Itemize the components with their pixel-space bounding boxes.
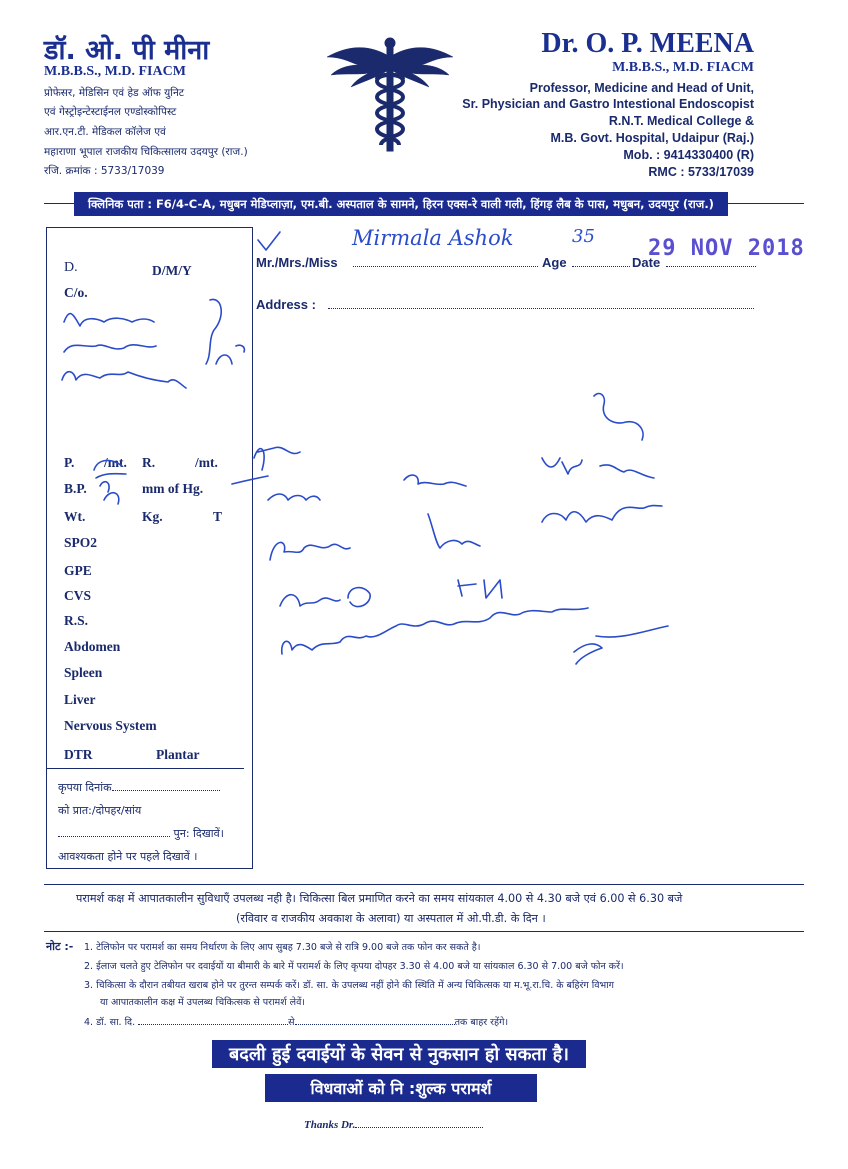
dotted-fill-line [138,1014,288,1025]
followup-early-label: आवश्यकता होने पर पहले दिखावें । [58,850,198,863]
patient-name-label: Mr./Mrs./Miss [256,255,338,270]
designation-line-hi: आर.एन.टी. मेडिकल कॉलेज एवं [44,126,166,138]
revisit-label: पुन: दिखावें। [173,827,224,840]
respiration-label: R. [142,455,156,470]
doctor-name-english: Dr. O. P. MEENA [541,28,754,59]
note-item: 1. टेलिफोन पर परामर्श का समय निर्धारण के लिए आप सुबह 7.30 बजे से रात्रि 9.00 बजे तक फोन कर सकते है। [84,942,481,953]
per-minute-label: /mt. [195,455,218,470]
kg-label: Kg. [142,509,163,524]
note-item: 3. चिकित्सा के दौरान तबीयत खराब होने पर तुरन्त सम्पर्क करें। डॉ. सा. के उपलब्ध नहीं होने की स्थिति में अन्य चिकित्सक या म.भू.रा.चि. के बहिरंग विभाग [84,980,614,991]
d-label: D. [64,260,78,275]
note-item: या आपातकालीन कक्ष में उपलब्ध चिकित्सक से परामर्श लेवें। [100,997,306,1008]
note-item-away [84,1014,508,1028]
note-label: नोट :- [46,940,74,953]
notice-line: परामर्श कक्ष में आपातकालीन सुविधाएँ उपलब्ध नही है। चिकित्सा बिल प्रमाणित करने का समय सांयकाल 4.00 से 4.30 बजे एवं 6.00 से 6.30 बजे [76,892,683,905]
divider [44,931,804,932]
date-stamp: 29 NOV 2018 [648,236,805,261]
doctor-degree-left: M.B.B.S., M.D. FIACM [44,64,186,79]
designation-line-en: Professor, Medicine and Head of Unit, [529,81,754,95]
exam-item: CVS [64,588,92,603]
dtr-label: DTR [64,747,93,762]
bp-unit-label: mm of Hg. [142,481,204,496]
followup-time-label: को प्रात:/दोपहर/सांय [58,804,142,817]
designation-line-hi: प्रोफेसर, मेडिसिन एवं हेड ऑफ युनिट [44,87,185,99]
notice-line: (रविवार व राजकीय अवकाश के अलावा) या अस्पताल में ओ.पी.डी. के दिन । [236,912,546,925]
note-away-mid: से [288,1017,295,1028]
mobile-number: Mob. : 9414330400 (R) [623,148,754,162]
temperature-label: T [213,509,223,524]
designation-line-en: R.N.T. Medical College & [608,114,754,128]
designation-line-hi: महाराणा भूपाल राजकीय चिकित्सालय उदयपुर (राज.) [44,146,248,158]
rmc-number: RMC : 5733/17039 [648,165,754,179]
dotted-fill-line [295,1014,455,1025]
exam-item: SPO2 [64,535,98,550]
age-label: Age [542,255,567,270]
exam-item: Abdomen [64,639,121,654]
note-item: 2. ईलाज चलते हुए टेलिफोन पर दवाईयों या बीमारी के बारे में परामर्श के लिए कृपया दोपहर 3.30 से 4.00 बजे या सांयकाल 6.30 से 7.00 बजे फोन करें। [84,961,624,972]
clinic-address-bar: क्लिनिक पता : F6/4-C-A, मधुबन मेडिप्लाज़ा, एम.बी. अस्पताल के सामने, हिरन एक्स-रे वाली गली, हिंगड़ लैब के पास, मधुबन, उदयपुर (राज.) [74,192,728,216]
designation-line-en: Sr. Physician and Gastro Intestional Endoscopist [462,97,754,111]
exam-item: Nervous System [64,718,157,733]
age-handwritten: 35 [572,226,595,247]
doctor-name-hindi: डॉ. ओ. पी मीना [44,35,210,66]
registration-number-hi: रजि. क्रमांक : 5733/17039 [44,165,165,177]
plantar-label: Plantar [156,747,200,762]
doctor-degree-right: M.B.B.S., M.D. FIACM [612,60,754,75]
weight-label: Wt. [64,509,86,524]
designation-line-hi: एवं गेस्ट्रोइन्टेस्टाईनल एण्डोस्कोपिस्ट [44,106,177,118]
followup-date-label: कृपया दिनांक [58,781,112,794]
exam-item: R.S. [64,613,89,628]
note-away-end: तक बाहर रहेंगे। [454,1017,509,1028]
complaint-label: C/o. [64,285,88,300]
designation-line-en: M.B. Govt. Hospital, Udaipur (Raj.) [550,131,754,145]
warning-banner: बदली हुई दवाईयों के सेवन से नुकसान हो सकता है। [212,1040,586,1068]
thanks-line [304,1117,483,1131]
note-away-start: 4. डॉ. सा. दि. [84,1017,136,1028]
divider [44,884,804,885]
dmy-label: D/M/Y [152,263,192,278]
exam-item: Liver [64,692,96,707]
free-consultation-banner: विधवाओं को नि :शुल्क परामर्श [265,1074,537,1102]
pulse-label: P. [64,455,75,470]
bp-label: B.P. [64,481,87,496]
thanks-label: Thanks Dr. [304,1119,356,1131]
address-label: Address : [256,297,316,312]
exam-item: GPE [64,563,92,578]
exam-item: Spleen [64,665,103,680]
dotted-fill-line [355,1117,483,1128]
per-minute-label: /mt. [104,455,127,470]
patient-name-handwritten: Mirmala Ashok [352,226,514,250]
date-label: Date [632,255,661,270]
